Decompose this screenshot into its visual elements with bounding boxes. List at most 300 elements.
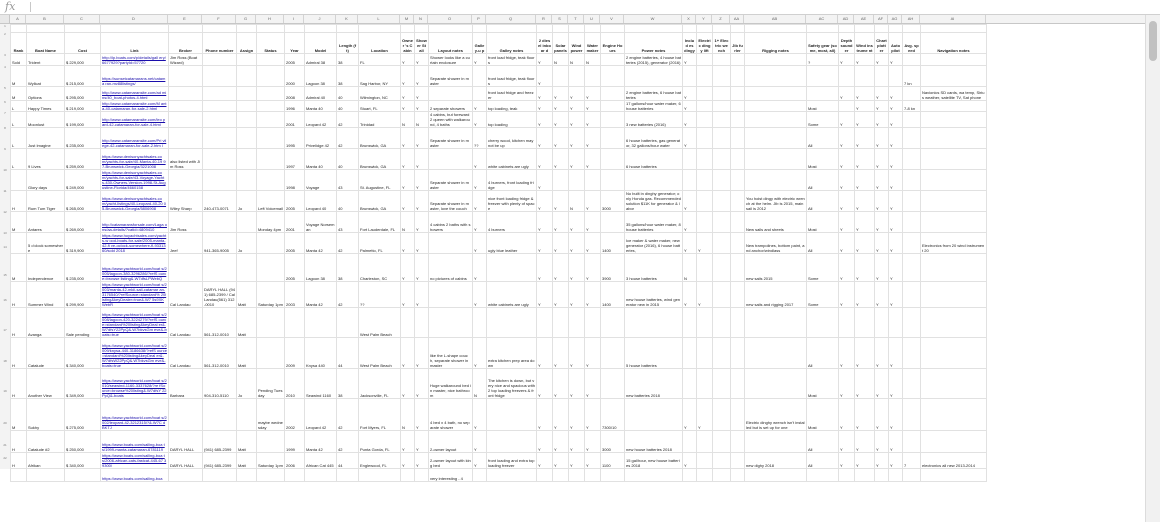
cell[interactable]: Y	[585, 431, 601, 453]
cell[interactable]	[713, 453, 731, 469]
cell[interactable]: Some	[807, 254, 839, 282]
cell[interactable]: Glory days	[27, 170, 65, 191]
cell[interactable]: Y	[875, 399, 889, 431]
cell[interactable]: All	[807, 191, 839, 212]
cell[interactable]	[65, 25, 101, 33]
cell[interactable]: Manta 40	[305, 149, 337, 170]
cell[interactable]	[697, 212, 713, 233]
column-header-q[interactable]: Q	[486, 15, 536, 23]
cell[interactable]	[731, 254, 745, 282]
cell[interactable]: 2005	[285, 54, 305, 66]
cell[interactable]: Y	[569, 453, 585, 469]
cell[interactable]: Y	[585, 112, 601, 128]
cell[interactable]	[169, 87, 203, 101]
cell[interactable]: 40	[337, 101, 359, 112]
link-cell[interactable]: http://www.catamaransite.com/M anta-40-catamaran-for-sale-2.html	[101, 101, 169, 112]
cell[interactable]	[473, 308, 487, 338]
cell[interactable]: Y	[569, 338, 585, 369]
row-number[interactable]: 7	[4, 111, 6, 115]
cell[interactable]: Admiral 38	[305, 54, 337, 66]
column-header-o[interactable]: O	[428, 15, 472, 23]
cell[interactable]	[473, 469, 487, 482]
cell[interactable]	[731, 431, 745, 453]
cell[interactable]	[203, 149, 237, 170]
cell[interactable]	[285, 308, 305, 338]
cell[interactable]: Happy Times	[27, 101, 65, 112]
cell[interactable]: Jo	[237, 369, 257, 399]
cell[interactable]: Y	[553, 87, 569, 101]
cell[interactable]	[807, 469, 839, 482]
cell[interactable]: N	[401, 112, 415, 128]
cell[interactable]	[875, 25, 889, 33]
cell[interactable]	[731, 308, 745, 338]
cell[interactable]: All	[807, 338, 839, 369]
cell[interactable]	[875, 469, 889, 482]
column-header-n[interactable]: N	[414, 15, 428, 23]
column-header-w[interactable]: W	[624, 15, 682, 23]
cell[interactable]: Y	[415, 101, 429, 112]
header-cell[interactable]: Model	[305, 33, 337, 54]
cell[interactable]	[731, 369, 745, 399]
cell[interactable]	[429, 87, 473, 101]
column-header-i[interactable]: I	[284, 15, 304, 23]
cell[interactable]	[731, 453, 745, 469]
cell[interactable]	[903, 128, 921, 149]
cell[interactable]: L	[11, 128, 27, 149]
row-number[interactable]: 4	[4, 65, 6, 69]
cell[interactable]: Antares	[27, 212, 65, 233]
cell[interactable]: Separate shower in master	[429, 128, 473, 149]
cell[interactable]	[713, 338, 731, 369]
cell[interactable]: Y	[889, 212, 903, 233]
cell[interactable]: Y	[553, 282, 569, 308]
column-header-a[interactable]: A	[10, 15, 26, 23]
cell[interactable]: Most	[807, 369, 839, 399]
cell[interactable]	[625, 170, 683, 191]
cell[interactable]	[585, 308, 601, 338]
cell[interactable]: Pending Tuesday	[257, 369, 285, 399]
cell[interactable]	[745, 87, 807, 101]
cell[interactable]	[257, 101, 285, 112]
cell[interactable]: Matt	[237, 282, 257, 308]
header-cell[interactable]: Safety gear (some, most, all)	[807, 33, 839, 54]
cell[interactable]: Y	[473, 54, 487, 66]
cell[interactable]	[921, 399, 987, 431]
cell[interactable]: 43	[337, 212, 359, 233]
cell[interactable]	[921, 282, 987, 308]
cell[interactable]: 15 gal/hour, new house batteries 2018	[625, 453, 683, 469]
cell[interactable]: new sails and rigging 2017	[745, 282, 807, 308]
column-header-f[interactable]: F	[202, 15, 236, 23]
cell[interactable]: Y	[683, 54, 697, 66]
cell[interactable]	[889, 308, 903, 338]
cell[interactable]	[569, 469, 585, 482]
cell[interactable]: Y	[889, 431, 903, 453]
cell[interactable]: Y	[415, 399, 429, 431]
cell[interactable]	[731, 469, 745, 482]
cell[interactable]	[569, 66, 585, 87]
header-cell[interactable]: Location	[359, 33, 401, 54]
cell[interactable]	[203, 399, 237, 431]
cell[interactable]	[713, 170, 731, 191]
scrollbar-thumb[interactable]	[1149, 21, 1157, 61]
link-cell[interactable]: http://lp.boats.com/p/details/gall ery/6677929?partyId=57720	[101, 54, 169, 66]
cell[interactable]	[713, 399, 731, 431]
cell[interactable]	[11, 233, 27, 254]
cell[interactable]	[839, 308, 855, 338]
cell[interactable]: ?	[807, 54, 839, 66]
cell[interactable]	[903, 191, 921, 212]
cell[interactable]	[713, 282, 731, 308]
cell[interactable]: Y	[839, 191, 855, 212]
cell[interactable]: H	[11, 431, 27, 453]
cell[interactable]	[697, 54, 713, 66]
header-cell[interactable]: Owner 's Cabin	[401, 33, 415, 54]
cell[interactable]: Y	[585, 87, 601, 101]
cell[interactable]: H	[11, 191, 27, 212]
cell[interactable]	[921, 112, 987, 128]
cell[interactable]: Moonlust	[27, 112, 65, 128]
cell[interactable]	[839, 66, 855, 87]
cell[interactable]: 9 Lives	[27, 149, 65, 170]
cell[interactable]	[237, 399, 257, 431]
cell[interactable]: front loading and extra top loading freezer	[487, 453, 537, 469]
cell[interactable]: 7	[903, 453, 921, 469]
header-cell[interactable]: 1+ Electric wench	[713, 33, 731, 54]
cell[interactable]: Y	[855, 128, 875, 149]
cell[interactable]: No built in dinghy generator; only Honda gas. Recommended solution $11K for generator & labor	[626, 191, 681, 211]
cell[interactable]: Y	[889, 170, 903, 191]
cell[interactable]: Trident	[27, 54, 65, 66]
cell[interactable]: H	[11, 338, 27, 369]
cell[interactable]: N	[553, 54, 569, 66]
cell[interactable]	[903, 399, 921, 431]
cell[interactable]	[537, 25, 553, 33]
cell[interactable]: (941) 685-2399	[203, 453, 237, 469]
cell[interactable]: Y	[401, 254, 415, 282]
cell[interactable]: Sag Harbor, NY	[359, 66, 401, 87]
cell[interactable]	[697, 149, 713, 170]
cell[interactable]: Y	[569, 431, 585, 453]
cell[interactable]: Y	[875, 282, 889, 308]
cell[interactable]: 7 kn	[903, 66, 921, 87]
link-cell[interactable]: https://www.yachtworld.com/boat s/2008/lagoon-420-3224279/?refS ource=standard%20listing&keyDeal er&.W7dfsY22PpQ&.W7bkvsGm eve&-boats=true	[101, 308, 169, 338]
cell[interactable]: Y	[875, 212, 889, 233]
cell[interactable]	[697, 453, 713, 469]
cell[interactable]: Y	[839, 338, 855, 369]
cell[interactable]: Jim Ross	[169, 212, 203, 233]
cell[interactable]: Navionics SD cards, wa temp, Sirius weather, satellite TV, Sat phone	[921, 87, 987, 101]
cell[interactable]	[11, 170, 27, 191]
cell[interactable]: Y	[569, 87, 585, 101]
cell[interactable]: Y	[889, 101, 903, 112]
cell[interactable]: Huge walkaround bed in master, nice bathroom	[429, 369, 473, 399]
cell[interactable]	[473, 87, 487, 101]
cell[interactable]: 42	[337, 233, 359, 254]
column-header-ab[interactable]: AB	[744, 15, 806, 23]
cell[interactable]	[713, 212, 731, 233]
cell[interactable]: Separate shower in master	[429, 170, 473, 191]
cell[interactable]: Lagoon 38	[305, 66, 337, 87]
cell[interactable]: All	[807, 453, 839, 469]
cell[interactable]	[237, 25, 257, 33]
cell[interactable]	[601, 112, 625, 128]
cell[interactable]: Y	[401, 191, 415, 212]
cell[interactable]: 4 burners, front loading fridge	[487, 170, 537, 191]
cell[interactable]	[903, 54, 921, 66]
cell[interactable]: Summer Wind	[27, 282, 65, 308]
cell[interactable]	[257, 87, 285, 101]
cell[interactable]: Y	[875, 369, 889, 399]
cell[interactable]: H	[11, 369, 27, 399]
cell[interactable]: Y	[553, 149, 569, 170]
cell[interactable]: DARYL HALL	[169, 431, 203, 453]
cell[interactable]: Y	[415, 254, 429, 282]
cell[interactable]: Saturday 1pm	[257, 453, 285, 469]
link-cell[interactable]: https://www.yachtworld.com/boat s/2010/seawind-1160-3337628/?re fSource=browse%20listing&.W7dfsY 22PpQ&-boats	[101, 369, 169, 399]
cell[interactable]: Just Imagine	[27, 128, 65, 149]
row-number[interactable]: 20	[3, 421, 7, 425]
row-number[interactable]: 18	[3, 359, 7, 363]
cell[interactable]	[237, 254, 257, 282]
cell[interactable]: $ 259,000	[65, 149, 101, 170]
cell[interactable]: Y	[401, 101, 415, 112]
cell[interactable]: Y	[537, 369, 553, 399]
cell[interactable]: 561-312-0010	[203, 308, 237, 338]
cell[interactable]	[731, 128, 745, 149]
cell[interactable]	[11, 469, 27, 482]
cell[interactable]: new batteries 2018	[625, 369, 683, 399]
cell[interactable]	[713, 469, 731, 482]
cell[interactable]	[745, 128, 807, 149]
cell[interactable]: Y	[889, 338, 903, 369]
header-cell[interactable]: Jib furler	[731, 33, 745, 54]
cell[interactable]: Y	[855, 101, 875, 112]
cell[interactable]: FL	[359, 54, 401, 66]
cell[interactable]	[807, 25, 839, 33]
cell[interactable]: 2001	[285, 112, 305, 128]
cell[interactable]: 5 o'clock somewhere	[27, 233, 65, 254]
cell[interactable]: new dighy 2018	[745, 453, 807, 469]
cell[interactable]: M	[11, 212, 27, 233]
cell[interactable]: Manta 42	[305, 431, 337, 453]
cell[interactable]: like the L-shape couch, separate shower in master	[429, 338, 473, 369]
cell[interactable]: Y	[415, 233, 429, 254]
cell[interactable]: Y	[585, 254, 601, 282]
cell[interactable]: Y	[839, 254, 855, 282]
cell[interactable]: Most	[807, 101, 839, 112]
cell[interactable]: Lagoon 38	[305, 254, 337, 282]
cell[interactable]: $ 250,000	[65, 431, 101, 453]
cell[interactable]: 4 cabins 2 baths with showers	[429, 212, 473, 233]
cell[interactable]	[713, 233, 731, 254]
cell[interactable]	[713, 369, 731, 399]
cell[interactable]	[401, 469, 415, 482]
header-cell[interactable]: Chart plott er	[875, 33, 889, 54]
row-number[interactable]: 3	[4, 53, 6, 57]
cell[interactable]	[569, 25, 585, 33]
cell[interactable]	[903, 112, 921, 128]
cell[interactable]: Ice maker & water maker, new generator (2016), 6 house batteries,	[625, 233, 683, 254]
cell[interactable]: Y	[553, 254, 569, 282]
cell[interactable]: Y	[875, 338, 889, 369]
cell[interactable]: Y	[415, 212, 429, 233]
row-number[interactable]: 14	[3, 245, 7, 249]
cell[interactable]: Y	[415, 66, 429, 87]
cell[interactable]: Y	[415, 453, 429, 469]
cell[interactable]	[585, 66, 601, 87]
cell[interactable]	[903, 212, 921, 233]
header-cell[interactable]: Year	[285, 33, 305, 54]
cell[interactable]: Y	[569, 112, 585, 128]
cell[interactable]	[257, 54, 285, 66]
cell[interactable]: 5 house batteries	[625, 338, 683, 369]
cell[interactable]: $ 340,000	[65, 453, 101, 469]
cell[interactable]: West Palm Beach	[359, 338, 401, 369]
cell[interactable]: Y	[537, 191, 553, 212]
cell[interactable]: Y	[839, 170, 855, 191]
cell[interactable]	[237, 66, 257, 87]
cell[interactable]: 1400	[601, 233, 625, 254]
cell[interactable]	[683, 431, 697, 453]
cell[interactable]: 1996	[285, 101, 305, 112]
cell[interactable]: DARYL HALL	[169, 453, 203, 469]
header-cell[interactable]: Power notes	[625, 33, 683, 54]
cell[interactable]: 42	[337, 431, 359, 453]
cell[interactable]: Y	[855, 369, 875, 399]
cell[interactable]: Monday 4pm	[257, 212, 285, 233]
cell[interactable]	[745, 369, 807, 399]
cell[interactable]	[305, 469, 337, 482]
column-header-ai[interactable]: AI	[920, 15, 986, 23]
cell[interactable]	[487, 254, 537, 282]
cell[interactable]: Y	[415, 149, 429, 170]
cell[interactable]: 2001	[285, 212, 305, 233]
header-cell[interactable]: Electric dingy lift	[697, 33, 713, 54]
cell[interactable]: Y	[473, 233, 487, 254]
cell[interactable]: N	[401, 399, 415, 431]
cell[interactable]	[713, 87, 731, 101]
cell[interactable]: All	[807, 233, 839, 254]
cell[interactable]: Y	[537, 101, 553, 112]
cell[interactable]	[697, 369, 713, 399]
column-header-ah[interactable]: AH	[902, 15, 920, 23]
cell[interactable]: Rum Tum Tiger	[27, 191, 65, 212]
cell[interactable]: ugly blue leather	[487, 233, 537, 254]
cell[interactable]: Y	[415, 338, 429, 369]
cell[interactable]	[713, 308, 731, 338]
cell[interactable]	[203, 128, 237, 149]
column-header-ag[interactable]: AG	[888, 15, 902, 23]
cell[interactable]: 3 new batteries (2016)	[625, 112, 683, 128]
cell[interactable]: Y	[585, 338, 601, 369]
header-cell[interactable]: Phone number	[203, 33, 237, 54]
cell[interactable]	[921, 66, 987, 87]
cell[interactable]	[401, 308, 415, 338]
cell[interactable]: Afrikan	[27, 453, 65, 469]
cell[interactable]	[921, 469, 987, 482]
cell[interactable]: 1999	[285, 431, 305, 453]
cell[interactable]	[745, 66, 807, 87]
cell[interactable]: Electronics from 20 wind instrument 20	[921, 233, 987, 254]
cell[interactable]: Y	[889, 453, 903, 469]
cell[interactable]: Y	[473, 112, 487, 128]
cell[interactable]	[903, 369, 921, 399]
cell[interactable]: Stuart, FL	[359, 101, 401, 112]
cell[interactable]: also listed with Jim Ross	[169, 149, 203, 170]
cell[interactable]: 42	[337, 128, 359, 149]
cell[interactable]	[731, 66, 745, 87]
cell[interactable]: L	[11, 101, 27, 112]
cell[interactable]	[203, 170, 237, 191]
column-header-s[interactable]: S	[552, 15, 568, 23]
cell[interactable]	[487, 431, 537, 453]
cell[interactable]	[537, 308, 553, 338]
row-number[interactable]: 22	[3, 456, 7, 460]
cell[interactable]: Y	[473, 212, 487, 233]
cell[interactable]	[203, 25, 237, 33]
cell[interactable]: Y	[473, 101, 487, 112]
cell[interactable]: 38	[337, 54, 359, 66]
cell[interactable]: Y	[855, 170, 875, 191]
header-cell[interactable]: Engine Hours	[601, 33, 625, 54]
cell[interactable]: 941-365-9005	[203, 233, 237, 254]
cell[interactable]: All	[807, 431, 839, 453]
cell[interactable]	[745, 431, 807, 453]
cell[interactable]: Y	[537, 128, 553, 149]
cell[interactable]: 2005	[285, 191, 305, 212]
cell[interactable]: 2000	[285, 66, 305, 87]
cell[interactable]: Y	[537, 149, 553, 170]
cell[interactable]	[921, 101, 987, 112]
link-cell[interactable]: http://www.catamaransite.com/leo pard-42-catamaran-for-sale-4.html	[101, 112, 169, 128]
cell[interactable]	[855, 469, 875, 482]
header-cell[interactable]: Show er Stall	[415, 33, 429, 54]
cell[interactable]: H	[11, 453, 27, 469]
cell[interactable]: West Palm Beach	[359, 308, 401, 338]
header-cell[interactable]: Navigation notes	[921, 33, 987, 54]
cell[interactable]: Y	[585, 101, 601, 112]
cell[interactable]	[237, 101, 257, 112]
cell[interactable]	[601, 469, 625, 482]
cell[interactable]: Y	[839, 399, 855, 431]
formula-input[interactable]	[34, 1, 1034, 13]
cell[interactable]	[257, 149, 285, 170]
cell[interactable]: H	[11, 282, 27, 308]
cell[interactable]: $ 229,000	[65, 54, 101, 66]
cell[interactable]	[169, 128, 203, 149]
cell[interactable]: Y	[839, 149, 855, 170]
cell[interactable]	[305, 25, 337, 33]
cell[interactable]: Y	[401, 431, 415, 453]
cell[interactable]: Trinidad	[359, 112, 401, 128]
cell[interactable]: Electric dinghy wrench isn't installed but is set up for one	[745, 399, 807, 431]
cell[interactable]	[855, 66, 875, 87]
column-header-u[interactable]: U	[584, 15, 600, 23]
cell[interactable]: Matt	[237, 453, 257, 469]
cell[interactable]	[601, 101, 625, 112]
cell[interactable]	[337, 25, 359, 33]
cell[interactable]	[601, 25, 625, 33]
cell[interactable]	[921, 149, 987, 170]
column-header-af[interactable]: AF	[874, 15, 888, 23]
cell[interactable]: Y	[855, 399, 875, 431]
cell[interactable]: Most	[807, 149, 839, 170]
cell[interactable]: Y	[683, 453, 697, 469]
cell[interactable]	[807, 66, 839, 87]
cell[interactable]	[101, 25, 169, 33]
column-header-r[interactable]: R	[536, 15, 552, 23]
